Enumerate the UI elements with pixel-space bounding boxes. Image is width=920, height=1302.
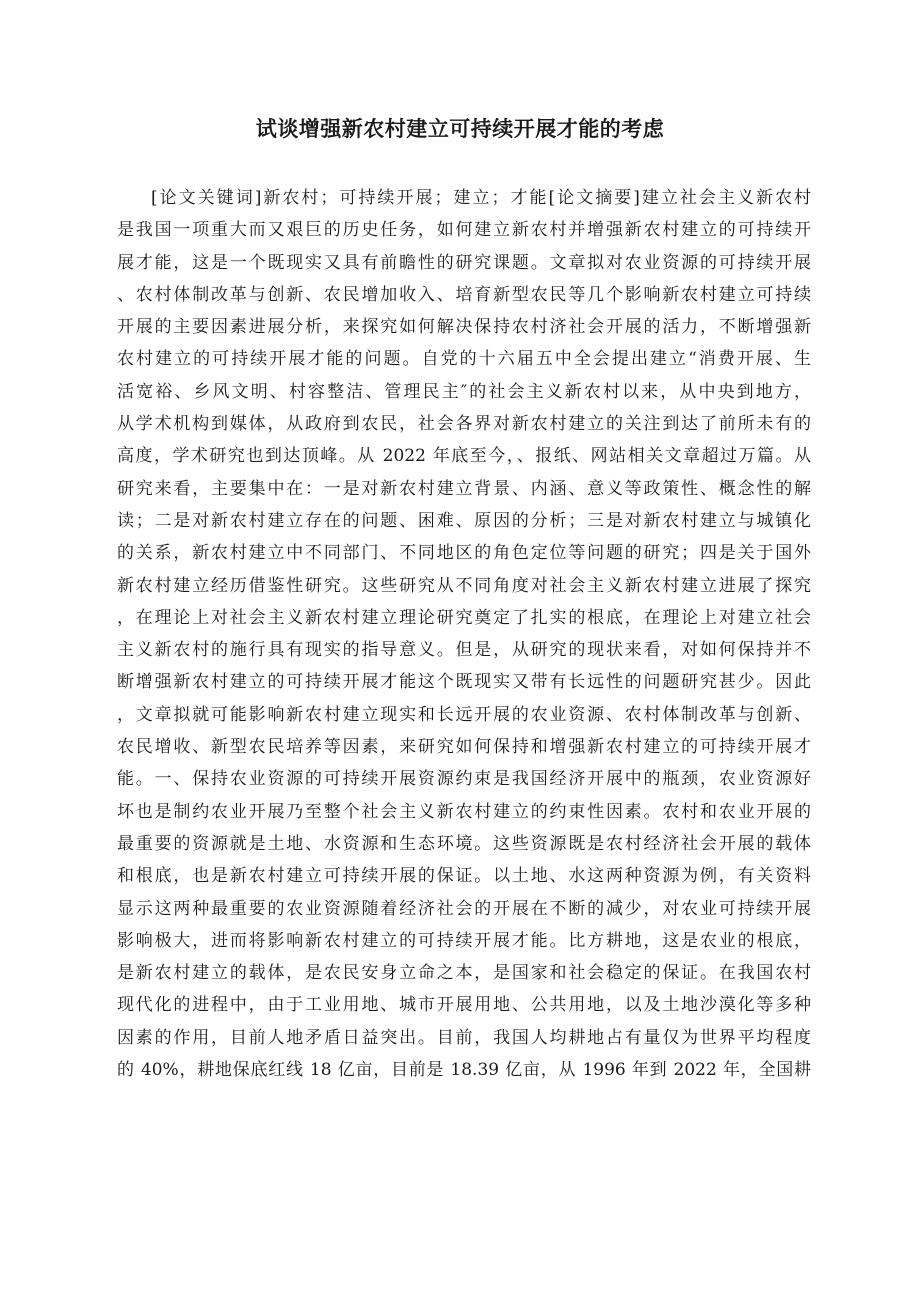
body-line: ，文章拟就可能影响新农村建立现实和长远开展的农业资源、农村体制改革与创新、 — [117, 704, 811, 725]
body-line: 新农村建立经历借鉴性研究。这些研究从不同角度对社会主义新农村建立进展了探究 — [117, 575, 811, 596]
body-line: 研究来看，主要集中在：一是对新农村建立背景、内涵、意义等政策性、概念性的解 — [117, 478, 811, 499]
body-line: 能。一、保持农业资源的可持续开展资源约束是我国经济开展中的瓶颈，农业资源好 — [117, 769, 811, 790]
body-line: 是我国一项重大而又艰巨的历史任务，如何建立新农村并增强新农村建立的可持续开 — [117, 220, 811, 241]
body-line: 展才能，这是一个既现实又具有前瞻性的研究课题。文章拟对农业资源的可持续开展 — [117, 252, 811, 273]
body-line: 读；二是对新农村建立存在的问题、困难、原因的分析；三是对新农村建立与城镇化 — [117, 510, 811, 531]
body-line: 现代化的进程中，由于工业用地、城市开展用地、公共用地，以及土地沙漠化等多种 — [117, 995, 811, 1016]
body-line: 显示这两种最重要的农业资源随着经济社会的开展在不断的减少，对农业可持续开展 — [117, 898, 811, 919]
body-line: 和根底，也是新农村建立可持续开展的保证。以土地、水这两种资源为例，有关资料 — [117, 866, 811, 887]
body-line: 影响极大，进而将影响新农村建立的可持续开展才能。比方耕地，这是农业的根底， — [117, 930, 811, 951]
body-line: 高度，学术研究也到达顶峰。从 2022 年底至今，、报纸、网站相关文章超过万篇。从 — [117, 446, 811, 467]
document-title: 试谈增强新农村建立可持续开展才能的考虑 — [255, 116, 665, 141]
body-line: ，在理论上对社会主义新农村建立理论研究奠定了扎实的根底，在理论上对建立社会 — [117, 607, 811, 628]
body-line: 农村建立的可持续开展才能的问题。自党的十六届五中全会提出建立“消费开展、生 — [117, 349, 811, 370]
body-line: 活宽裕、乡风文明、村容整洁、管理民主″的社会主义新农村以来，从中央到地方， — [117, 381, 811, 402]
body-line: 因素的作用，目前人地矛盾日益突出。目前，我国人均耕地占有量仅为世界平均程度 — [117, 1027, 811, 1048]
document-body — [117, 182, 811, 1086]
body-line: [论文关键词]新农村；可持续开展；建立；才能[论文摘要]建立社会主义新农村 — [151, 188, 811, 208]
body-line: 断增强新农村建立的可持续开展才能这个既现实又带有长远性的问题研究甚少。因此 — [117, 672, 811, 693]
body-line: 开展的主要因素进展分析，来探究如何解决保持农村济社会开展的活力，不断增强新 — [117, 317, 811, 338]
body-line: 最重要的资源就是土地、水资源和生态环境。这些资源既是农村经济社会开展的载体 — [117, 833, 811, 854]
body-line: 是新农村建立的载体，是农民安身立命之本，是国家和社会稳定的保证。在我国农村 — [117, 963, 811, 984]
body-line: 从学术机构到媒体，从政府到农民，社会各界对新农村建立的关注到达了前所未有的 — [117, 414, 811, 435]
body-line: 坏也是制约农业开展乃至整个社会主义新农村建立的约束性因素。农村和农业开展的 — [117, 801, 811, 822]
body-line: 的 40%，耕地保底红线 18 亿亩，目前是 18.39 亿亩，从 1996 年到 2022 年，全国耕 — [117, 1060, 811, 1081]
body-line: 的关系，新农村建立中不同部门、不同地区的角色定位等问题的研究；四是关于国外 — [117, 543, 811, 564]
body-line: 农民增收、新型农民培养等因素，来研究如何保持和增强新农村建立的可持续开展才 — [117, 737, 811, 758]
body-line: 、农村体制改革与创新、农民增加收入、培育新型农民等几个影响新农村建立可持续 — [117, 284, 811, 305]
body-line: 主义新农村的施行具有现实的指导意义。但是，从研究的现状来看，对如何保持并不 — [117, 640, 811, 661]
